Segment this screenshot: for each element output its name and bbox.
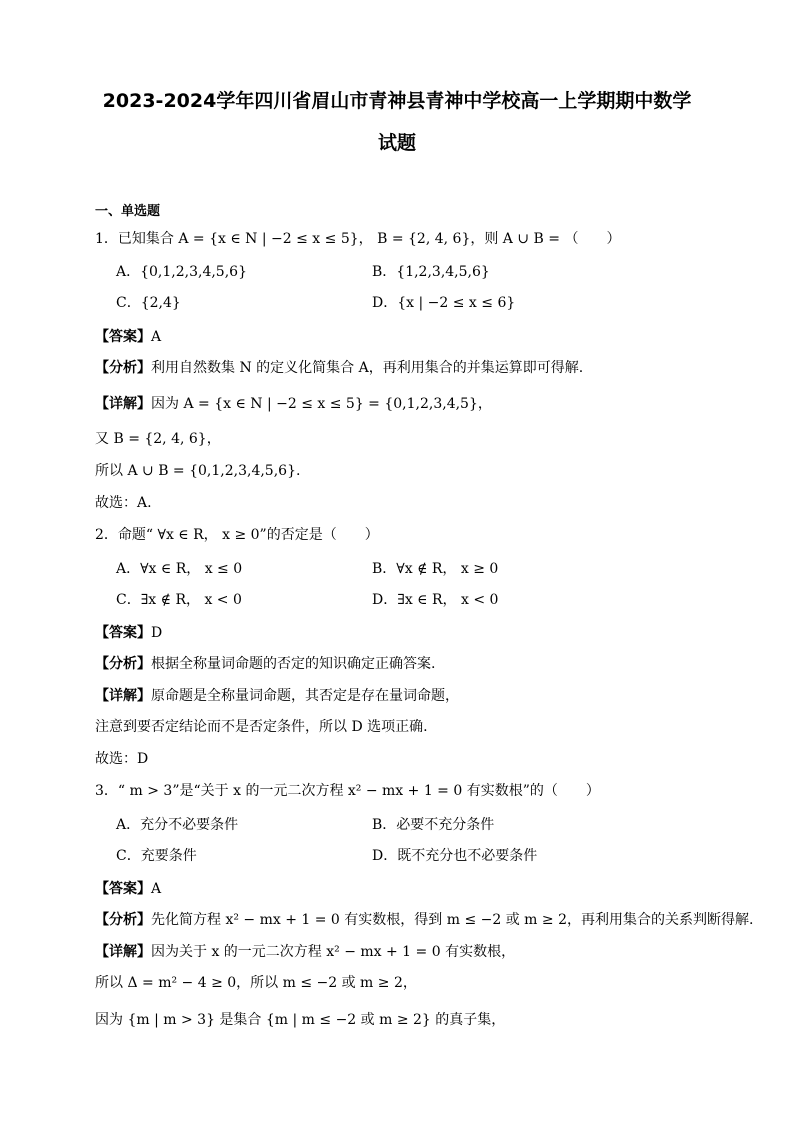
analysis-tag: 【分析】 [95,912,151,928]
q3-detail-3: 因为 {m | m > 3} 是集合 {m | m ≤ −2 或 m ≥ 2} 的真子集， [95,1012,506,1028]
detail-text: 因为关于 x 的一元二次方程 x² − mx + 1 = 0 有实数根， [151,944,516,960]
q3-option-b: B．必要不充分条件 [372,817,495,833]
page-title-line2: 试题 [377,132,416,154]
analysis-text: 先化简方程 x² − mx + 1 = 0 有实数根，得到 m ≤ −2 或 m ≥ 2，再利用集合的关系判断得解. [151,912,754,928]
q1-option-b: B．{1,2,3,4,5,6} [372,264,490,280]
q2-answer [95,623,162,643]
answer-value: A [151,329,162,345]
detail-text: 原命题是全称量词命题，其否定是存在量词命题， [151,688,459,704]
q3-answer [95,879,161,899]
q1-detail-4: 故选：A. [95,495,152,511]
answer-tag: 【答案】 [95,329,151,345]
q2-option-b: B．∀x ∉ R， x ≥ 0 [372,561,499,577]
q3-option-d: D．既不充分也不必要条件 [372,848,538,864]
q2-analysis [95,654,435,674]
q1-answer [95,327,161,347]
q2-detail-2: 注意到要否定结论而不是否定条件，所以 D 选项正确. [95,719,428,735]
q1-option-a: A．{0,1,2,3,4,5,6} [116,264,247,280]
answer-tag: 【答案】 [95,881,151,897]
analysis-text: 根据全称量词命题的否定的知识确定正确答案. [151,656,436,672]
q2-stem: 2．命题“ ∀x ∈ R， x ≥ 0”的否定是（ ） [95,527,379,543]
q2-option-c: C．∃x ∉ R， x < 0 [116,592,242,608]
detail-tag: 【详解】 [95,396,151,412]
q3-stem: 3．“ m > 3”是“关于 x 的一元二次方程 x² − mx + 1 = 0 有实数根”的（ ） [95,783,600,799]
analysis-tag: 【分析】 [95,656,151,672]
q2-detail-3: 故选：D [95,751,149,767]
answer-value: A [151,881,162,897]
answer-tag: 【答案】 [95,625,151,641]
page-title-line1: 2023-2024学年四川省眉山市青神县青神中学校高一上学期期中数学 [102,90,692,112]
q1-detail-3: 所以 A ∪ B = {0,1,2,3,4,5,6}. [95,463,301,479]
section-heading: 一、单选题 [95,204,161,219]
detail-tag: 【详解】 [95,688,151,704]
q1-analysis [95,358,583,378]
q3-analysis [95,910,753,930]
q3-option-a: A．充分不必要条件 [116,817,239,833]
answer-value: D [151,625,163,641]
q2-option-a: A．∀x ∈ R， x ≤ 0 [116,561,243,577]
q1-detail-2: 又 B = {2, 4, 6}， [95,431,221,447]
q2-option-d: D．∃x ∈ R， x < 0 [372,592,499,608]
analysis-text: 利用自然数集 N 的定义化简集合 A，再利用集合的并集运算即可得解. [151,360,584,376]
detail-text: 因为 A = {x ∈ N | −2 ≤ x ≤ 5} = {0,1,2,3,4,5}， [151,396,492,412]
q1-detail-1 [95,394,492,414]
q3-detail-1 [95,942,515,962]
q3-option-c: C．充要条件 [116,848,197,864]
q2-detail-1 [95,686,459,706]
detail-tag: 【详解】 [95,944,151,960]
analysis-tag: 【分析】 [95,360,151,376]
q1-option-c: C．{2,4} [116,295,181,311]
q1-option-d: D．{x | −2 ≤ x ≤ 6} [372,295,516,311]
q3-detail-2: 所以 Δ = m² − 4 ≥ 0，所以 m ≤ −2 或 m ≥ 2， [95,975,417,991]
q1-stem: 1．已知集合 A = {x ∈ N | −2 ≤ x ≤ 5}， B = {2, 4, 6}，则 A ∪ B = （ ） [95,231,621,247]
